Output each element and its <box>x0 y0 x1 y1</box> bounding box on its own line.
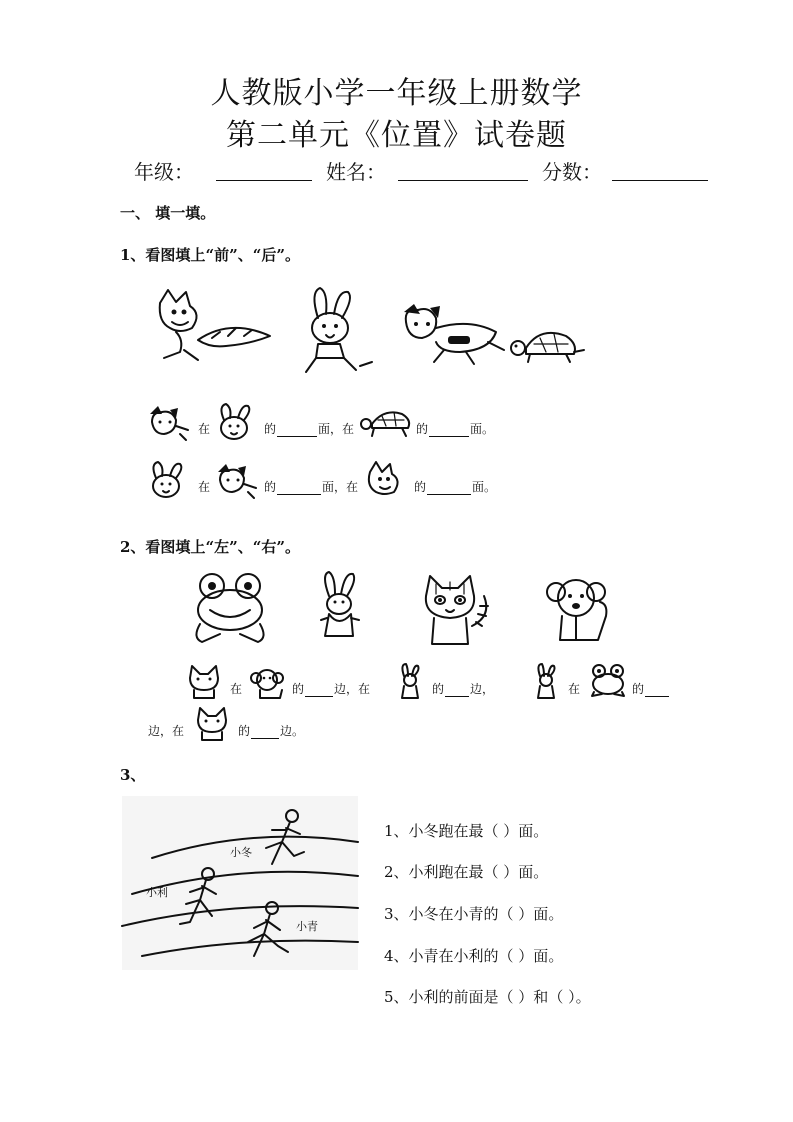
label-xiaoqing: 小青 <box>296 920 318 933</box>
grade-field[interactable] <box>216 180 312 181</box>
q2-l1-t1: 在 <box>230 682 243 696</box>
page-title: 人教版小学一年级上册数学 <box>210 76 583 111</box>
frog-icon <box>196 574 263 642</box>
answer-blank[interactable] <box>251 724 279 739</box>
runner-icon <box>248 902 288 956</box>
q3-item-2: 2、小利跑在最（ ）面。 <box>384 863 549 881</box>
q1-r2-tail: 的 面。 <box>414 480 497 494</box>
rabbit-icon <box>306 288 372 372</box>
dog-icon <box>148 404 194 444</box>
answer-blank[interactable] <box>277 480 321 495</box>
rabbit-icon <box>321 572 359 636</box>
q3-prompt: 3、 <box>120 766 146 784</box>
q2-prompt: 2、看图填上“左”、“右”。 <box>120 538 300 556</box>
q3-item-5: 5、小利的前面是（ ）和（ ）。 <box>384 988 591 1006</box>
rabbit-icon <box>398 664 422 700</box>
q3-item-4: 4、小青在小利的（ ）面。 <box>384 947 564 965</box>
rabbit-icon <box>146 462 192 502</box>
label-xiaoli: 小利 <box>146 886 168 899</box>
q3-item-1: 1、小冬跑在最（ ）面。 <box>384 822 549 840</box>
answer-blank[interactable] <box>645 682 669 697</box>
rabbit-icon <box>214 404 260 444</box>
fox-icon <box>160 290 270 360</box>
rabbit-icon <box>534 664 558 700</box>
q2-l1-b: 的 边， <box>432 682 495 696</box>
dog-icon <box>404 304 504 364</box>
puppy-icon <box>547 580 606 640</box>
answer-blank[interactable] <box>277 422 317 437</box>
q2-animals-picture <box>190 572 650 652</box>
label-xiaodong: 小冬 <box>230 846 252 859</box>
q2-l1-t6: 在 <box>568 682 581 696</box>
answer-blank[interactable] <box>427 480 471 495</box>
dog-icon <box>216 462 262 502</box>
name-field[interactable] <box>398 180 528 181</box>
cat-icon <box>426 576 488 644</box>
page-subtitle: 第二单元《位置》试卷题 <box>226 118 567 153</box>
frog-icon <box>590 664 626 698</box>
cat-icon <box>194 708 230 742</box>
q1-r1-t2: 的 面，在 <box>264 422 355 436</box>
score-field[interactable] <box>612 180 708 181</box>
q1-r2-t2: 的 面，在 <box>264 480 359 494</box>
q2-l2-t1: 边，在 <box>148 724 185 738</box>
q2-l2-a: 的 边。 <box>238 724 305 738</box>
q2-l1-a: 的 边，在 <box>292 682 371 696</box>
answer-blank[interactable] <box>429 422 469 437</box>
answer-blank[interactable] <box>305 682 333 697</box>
grade-label: 年级： <box>134 160 194 184</box>
q1-r2-t1: 在 <box>198 480 211 494</box>
fox-icon <box>362 462 412 502</box>
q2-l1-c: 的 <box>632 680 670 697</box>
puppy-icon <box>250 666 286 700</box>
q3-race-picture <box>122 796 358 970</box>
q1-animals-picture <box>150 288 590 378</box>
answer-blank[interactable] <box>445 682 469 697</box>
q1-r1-t1: 在 <box>198 422 211 436</box>
turtle-icon <box>360 408 416 442</box>
q3-item-3: 3、小冬在小青的（ ）面。 <box>384 905 564 923</box>
q1-r1-tail: 的 面。 <box>416 422 495 436</box>
q1-prompt: 1、看图填上“前”、“后”。 <box>120 246 300 264</box>
section-heading: 一、 填一填。 <box>120 204 216 222</box>
cat-icon <box>186 666 222 700</box>
score-label: 分数： <box>542 160 602 184</box>
turtle-icon <box>511 333 584 362</box>
name-label: 姓名： <box>326 160 386 184</box>
